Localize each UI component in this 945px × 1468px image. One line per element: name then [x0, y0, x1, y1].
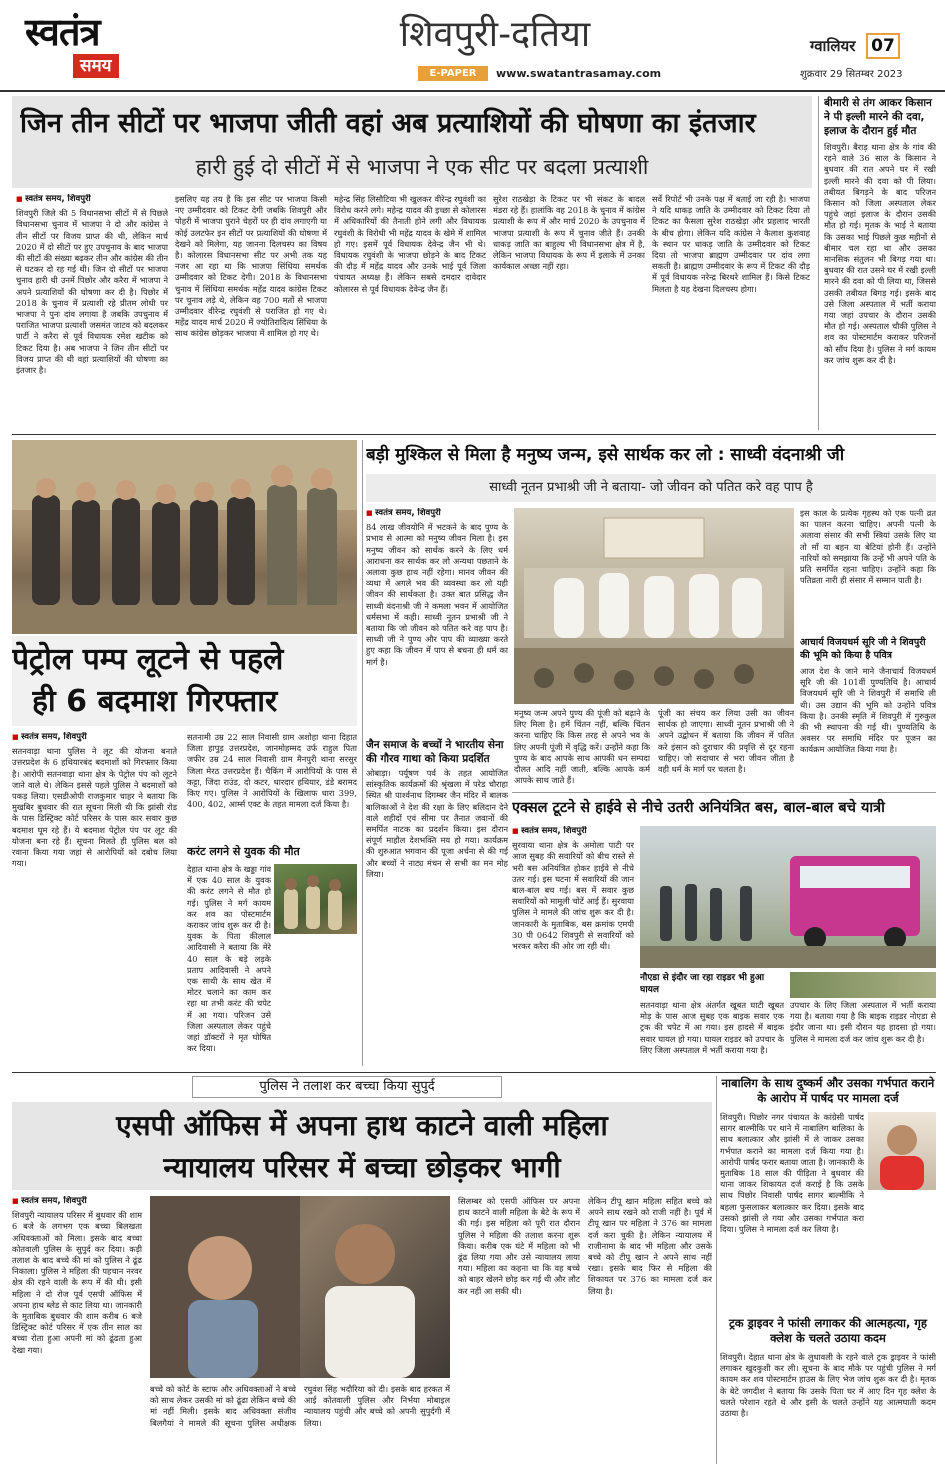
- sadhvi-col1-text: 84 लाख जीवयोनि में भटकने के बाद पुण्य के प्रभाव से आत्मा को मनुष्य जीवन मिला है। इस मनुष्य जीवन को सार्थक करने के लिए धर्म आराधना कर सार्थक कर लो अन्यथा पछताने के अलावा कुछ हाथ नहीं रहेगा। मानव जीवन की व्यथा में अगले भव की व्यवस्था कर लो यही जीवन की सार्थकता है। उक्त बात प्रसिद्ध जैन साध्वी वंदनाश्री जी ने कमला भवन में आयोजित धर्मसभा में कही। साध्वी नूतन प्रभाश्री जी ने बताया कि जो जीवन को पतित करे वह पाप है। साध्वी जी ने पुण्य और पाप की व्याख्या करते हुए कहा कि जीवन में पाप से बचना ही धर्म का मार्ग है।: [366, 522, 508, 667]
- newspaper-logo: [25, 9, 160, 84]
- section-divider-2: [12, 1072, 936, 1073]
- lead-story: [12, 96, 812, 428]
- page-number-badge: [866, 33, 900, 59]
- petrol-byline: ■ स्वतंत्र समय, शिवपुरी: [12, 732, 177, 743]
- sadhvi-column-2: मनुष्य जन्म अपने पुण्य की पूंजी को बढ़ाने के लिए मिला है। हमें चिंतन नहीं, बल्कि चिंतन करना चाहिए कि किस तरह से अपने भव के लिए अपनी पूंजी में वृद्धि करें। उन्होंने कहा कि पुण्य के बाद आपके साथ आपकी धन सम्पदा दौलत आदि नहीं जाती, बल्कि आपके कर्म आपके साथ जाते हैं।: [514, 708, 650, 786]
- petrol-column-2: सतनामी उम्र 22 साल निवासी ग्राम अशोहा थाना दिहात जिला हापुड़ उत्तरप्रदेश, जानमोहम्मद उर्फ राहुल पिता जफीर उम्र 24 साल निवासी ग्राम मैनपुरी थाना सरसुर जिला मेरठ उत्तरप्रदेश हैं। चैकिंग में आरोपियों के पास से कट्टा, जिंदा राउंड, दो कटर, धारदार हथियार, डंडे बरामद किए गए। पुलिस ने आरोपियों के खिलाफ धारा 399, 400, 402, आर्म्स एक्ट के तहत मामला दर्ज किया है।: [187, 732, 357, 810]
- issue-date: शुक्रवार 29 सितम्बर 2023: [800, 69, 903, 80]
- bus-photo: [640, 826, 936, 968]
- parshad-story: [720, 1076, 936, 1464]
- lead-column-3: महेन्द्र सिंह लिसौटिया भी खुलकर वीरेन्द्र रघुवंशी का विरोध करने लगे। महेन्द्र यादव की इच्छा से कोलारस में अधिकारियों की तैनाती होने लगी और विधायक रघुवंशी के विरोधी भी महेंद्र यादव के खेमे में शामिल हो गए। इसमें पूर्व विधायक देवेन्द्र जैन भी थे। विधायक रघुवंशी के भाजपा छोड़ने के बाद टिकट की दौड़ में महेंद्र यादव और उनके भाई पूर्व जिला पंचायत अध्यक्ष हैं। लेकिन सबसे दमदार दावेदार कोलारस से पूर्व विधायक देवेन्द्र जैन हैं।: [334, 194, 486, 294]
- arrest-photo-figures: [12, 440, 357, 634]
- farmer-story: [824, 96, 936, 430]
- bus-story: [512, 796, 936, 1068]
- sp-byline: ■ स्वतंत्र समय, शिवपुरी: [12, 1196, 142, 1207]
- sp-office-story: [12, 1076, 712, 1464]
- petrol-story: [12, 440, 357, 1068]
- petrol-headline-line1: पेट्रोल पम्प लूटने से पहले: [12, 642, 284, 677]
- farmer-text: शिवपुरी। बैराड़ थाना क्षेत्र के गांव की रहने वाले 36 साल के किसान ने बुधवार की रात अपने घर में रखी इल्ली मारने की दवा को पी लिया। तबीयत बिगड़ने के बाद परिजन किसान को जिला अस्पताल लेकर पहुंचे जहां इलाज के दौरान उसकी मौत हो गई। मृतक के भाई ने बताया कि उसका भाई पिछले कुछ महीनों से बीमार चल रहा था और उसका मानसिक संतुलन भी बिगड़ गया था। बुधवार की रात उसने घर में रखी इल्ली मारने की दवा को पी लिया था, जिससे उसकी तबीयत बिगड़ गई। इसके बाद उसे जिला अस्पताल में भर्ती कराया गया जहां उपचार के दौरान उसकी मौत हो गई। अस्पताल चौकी पुलिस ने शव का पोस्टमार्टम कराकर परिजनों को सौंप दिया है। पुलिस ने मर्ग कायम कर जांच शुरू कर दी है।: [824, 142, 936, 365]
- lead-column-5: सर्वे रिपोर्ट भी उनके पक्ष में बताई जा रही है। भाजपा ने यदि धाकड़ जाति के उम्मीदवार को टिकट दिया तो टिकट का फैसला सुरेश राठखेड़ा और प्रहलाद भारती के बीच होगा। लेकिन यदि कांग्रेस ने कैलाश कुशवाह के स्थान पर धाकड़ जाति के उम्मीदवार को टिकट दिया तो भाजपा ब्राह्मण उम्मीदवार पर दांव लगा सकती है। ब्राह्मण उम्मीदवार के रूप में टिकट की दौड़ में पूर्व विधायक नरेन्द्र बिरथरे शामिल हैं। किसे टिकट मिलता है यह देखना दिलचस्प होगा।: [652, 194, 810, 294]
- city-label: ग्वालियर: [810, 37, 856, 55]
- current-death-headline: करंट लगने से युवक की मौत: [187, 845, 300, 858]
- sadhvi-column-1: [366, 508, 508, 734]
- lead-byline: ■ स्वतंत्र समय, शिवपुरी: [16, 194, 168, 205]
- logo-top-text: स्वतंत्र: [25, 9, 100, 54]
- epaper-label: E-PAPER: [429, 68, 477, 79]
- vijaydharm-text: आज देश के जाने माने जैनाचार्य विजयधर्म सूरि जी की 101वीं पुण्यतिथि है। आचार्य विजयधर्म सूरि जी ने शिवपुरी में समाधि ली थी। उस उद्यान की भूमि को उन्होंने पवित्र किया है। उनकी स्मृति में शिवपुरी में गुरुकुल की भी स्थापना की गई थी। पुण्यतिथि के अवसर पर समाधि मंदिर पर पूजन का कार्यक्रम आयोजित किया गया है।: [800, 666, 936, 755]
- epaper-badge: [418, 66, 488, 81]
- masthead-divider: [0, 90, 945, 92]
- farmer-headline: बीमारी से तंग आकर किसान ने पी इल्ली मारने की दवा, इलाज के दौरान हुई मौत: [824, 97, 932, 137]
- lead-subhead: हारी हुई दो सीटों में से भाजपा ने एक सीट पर बदला प्रत्याशी: [195, 155, 649, 179]
- website-link[interactable]: www.swatantrasamay.com: [496, 67, 662, 80]
- child-photo: [150, 1196, 450, 1378]
- bus-byline: ■ स्वतंत्र समय, शिवपुरी: [512, 826, 634, 837]
- petrol-headline-line2: ही 6 बदमाश गिरफ्तार: [32, 684, 278, 719]
- parshad-text: शिवपुरी। पिछोर नगर पंचायत के कांग्रेसी पार्षद सागर बाल्मीकि पर थाने में नाबालिग बालिका के साथ बलात्कार और झांसी में ले जाकर उसका गर्भपात कराने का मामला दर्ज किया गया है। आरोपी पार्षद फरार बताया जाता है। जानकारी के मुताबिक 18 साल की पीड़िता ने बुधवार की थाना जाकर शिकायत दर्ज कराई है कि उसके साथ पिछोर निवासी पार्षद सागर बाल्मीकि ने बहला फुसलाकर बलात्कार कर दिया। इसके बाद उसको झांसी ले गया और उसका गर्भपात करा दिया। पुलिस ने मामला दर्ज कर लिया है।: [720, 1112, 864, 1235]
- sp-col1-text: शिवपुरी न्यायालय परिसर में बुधवार की शाम 6 बजे के लगभग एक बच्चा बिलखता अधिवक्ताओं को मिला। इसके बाद बच्चा कोतवाली पुलिस के सुपुर्द कर दिया। कड़ी तलाश के बाद बच्चे की मां को पुलिस ने ढूंढ निकाला। पुलिस ने महिला की पहचान नरवर क्षेत्र की रहने वाली के रूप में की थी। इसी महिला ने दो रोज पूर्व एसपी ऑफिस में अपना हाथ ब्लेड से काट लिया था। जानकारी के मुताबिक बुधवार की शाम करीब 6 बजे डिस्ट्रिक्ट कोर्ट परिसर में एक तीन साल का बच्चा रोता हुआ अपनी मां को ढूंढता हुआ देखा गया।: [12, 1210, 142, 1355]
- logo-bottom-badge: [73, 54, 119, 78]
- sp-headline-line2: न्यायालय परिसर में बच्चा छोड़कर भागी: [163, 1151, 561, 1184]
- sp-column-1: [12, 1196, 142, 1462]
- logo-bottom-text: समय: [80, 56, 112, 76]
- section-title: शिवपुरी-दतिया: [399, 14, 591, 55]
- jain-children-text: ओबाड़ा। पर्यूषण पर्व के तहत आयोजित सांस्कृतिक कार्यक्रमों की श्रृंखला में परेड चौराहा स्थित श्री पार्श्वनाथ दिगम्बर जैन मंदिर में बालक बालिकाओं ने देश की रक्षा के लिए बलिदान देने वाले शहीदों एवं सीमा पर तैनात जवानों की समर्पित नाटक का प्रदर्शन किया। इस दौरान संपूर्ण माहौल देशभक्ति मय हो गया। कार्यक्रम की शुरुआत भगवान की पूजा अर्चना से की गई और बच्चों ने नाट्य मंचन से सभी का मन मोह लिया।: [366, 768, 508, 879]
- parshad-photo: [868, 1112, 936, 1190]
- masthead: [0, 0, 945, 92]
- rider-photo: [790, 972, 936, 998]
- rider-caption: नौएडा से इंदौर जा रहा राइडर भी हुआ घायल: [640, 973, 765, 995]
- sadhvi-photo-figures: [514, 508, 794, 704]
- truck-headline: ट्रक ड्राइवर ने फांसी लगाकर की आत्महत्या, गृह क्लेश के चलते उठाया कदम: [728, 1316, 927, 1345]
- sadhvi-photo: [514, 508, 794, 704]
- child-photo-caption: बच्चे को कोर्ट के स्टाफ और अधिवक्ताओं ने बच्चे को साथ लेकर उसकी मां को ढूंढा लेकिन बच्चे की मां नहीं मिली। इसके बाद अधिवक्ता संजीव बिलगैयां ने मामले की सूचना पुलिस अधीक्षक रघुवंश सिंह भदौरिया को दी। इसके बाद हरकत में आई कोतवाली पुलिस और निर्भया मोबाइल न्यायालय पहुंची और बच्चे को अपनी सुपुर्दगी में लिया।: [150, 1384, 450, 1428]
- child-photo-figures: [150, 1196, 450, 1378]
- sadhvi-subhead: साध्वी नूतन प्रभाश्री जी ने बताया- जो जीवन को पतित करे वह पाप है: [489, 480, 813, 495]
- bus-divider: [512, 792, 936, 793]
- bus-text: सुरवाया थाना क्षेत्र के अमोला पाटी पर आज सुबह की सवारियों को बीच रास्ते से भरी बस अनियंत्रित होकर हाईवे से नीचे उतर गई। इस घटना में सवारियों की जान बाल-बाल बच गई। बस में सवार कुछ सवारियों को मामूली चोटें आई हैं। सुरवाया पुलिस ने मामले की जांच शुरू कर दी है। जानकारी के मुताबिक, बस क्रमांक एमपी 30 पी 0642 शिवपुरी से सवारियों को भरकर करैरा की ओर जा रही थी।: [512, 840, 634, 952]
- page-number: 07: [871, 36, 895, 56]
- parshad-photo-figure: [868, 1112, 936, 1190]
- bus-photo-figures: [640, 826, 936, 968]
- petrol-col1-text: सतनवाड़ा थाना पुलिस ने लूट की योजना बनाते उत्तरप्रदेश के 6 हथियारबंद बदमाशों को गिरफ्तार किया है। आरोपी सतनवाड़ा थाना क्षेत्र के पेट्रोल पंप को लूटने जाने वाले थे। लेकिन इससे पहले पुलिस ने बदमाशों को पकड़ लिया। एसडीओपी राजकुमार चाहर ने बताया कि मुखबिर बुधवार की रात सूचना मिली थी कि झांसी रोड के पास डिस्ट्रिक्ट कोर्ट परिसर के पास कार सवार कुछ बदमाश घूम रहे हैं। ये बदमाश पेट्रोल पंप पर लूट की योजना बना रहे हैं। सूचना मिलते ही पुलिस बल को रवाना किया गया जहां से आरोपियों को दबोच लिया गया।: [12, 746, 177, 869]
- right-column-divider: [818, 96, 819, 430]
- bus-column-1: [512, 826, 634, 966]
- current-death-text: देहात थाना क्षेत्र के खड्डा गांव में एक 40 साल के युवक की करंट लगने से मौत हो गई। पुलिस ने मर्ग कायम कर शव का पोस्टमार्टम कराकर जांच शुरू कर दी है। युवक के पिता कीलाल आदिवासी ने बताया कि मेरे 40 साल के बड़े लड़के प्रताप आदिवासी ने अपने एक साथी के साथ खेत में मोटर चलाने का काम कर रहा था तभी करंट की चपेट में आ गया। परिजन उसे जिला अस्पताल लेकर पहुंचे जहां डॉक्टरों ने मृत घोषित कर दिया।: [187, 864, 271, 1054]
- lead-column-1: [16, 194, 168, 426]
- bus-column-3: उपचार के लिए जिला अस्पताल में भर्ती कराया गया है। बताया गया है कि बाइक राइडर नोएडा से इंदौर जाना था। इसी दौरान यह हादसा हो गया। पुलिस ने मामला दर्ज कर जांच शुरू कर दी है।: [790, 1000, 936, 1044]
- bus-headline: एक्सल टूटने से हाईवे से नीचे उतरी अनियंत्रित बस, बाल-बाल बचे यात्री: [512, 800, 885, 816]
- arrest-photo: [12, 440, 357, 634]
- section-divider-1: [12, 434, 936, 435]
- sp-kicker: पुलिस ने तलाश कर बच्चा किया सुपुर्द: [259, 1079, 435, 1094]
- truck-text: शिवपुरी। देहात थाना क्षेत्र के लुधावली के रहने वाले ट्रक ड्राइवर ने फांसी लगाकर खुदकुशी कर ली। सूचना के बाद मौके पर पहुंची पुलिस ने मर्ग कायम कर शव पोस्टमार्टम हाउस के लिए भेज जांच शुरू कर दी है। मृतक के बेटे जगदीश ने बताया कि उसके पिता घर में आए दिन गृह क्लेश के चलते परेशान रहते थे और इसी के चलते उन्होंने यह आत्मघाती कदम उठाया है।: [720, 1352, 936, 1419]
- mid-divider: [362, 440, 363, 1066]
- current-death-photo-figures: [274, 864, 357, 934]
- bottom-right-divider: [716, 1076, 717, 1464]
- bus-column-2: सतनवाड़ा थाना क्षेत्र अंतर्गत खूबत घाटी खूबत मोड़ के पास आज सुबह एक बाइक सवार एक ट्रक की चपेट में आ गया। इस हादसे में बाइक सवार घायल हो गया। घायल राइडर को उपचार के लिए जिला अस्पताल में भर्ती कराया गया है।: [640, 1000, 784, 1055]
- sadhvi-headline: बड़ी मुश्किल से मिला है मनुष्य जन्म, इसे सार्थक कर लो : साध्वी वंदनाश्री जी: [366, 445, 845, 465]
- petrol-column-1: [12, 732, 177, 1066]
- lead-column-4: सुरेश राठखेड़ा के टिकट पर भी संकट के बादल मंडरा रहे हैं। हालांकि वह 2018 के चुनाव में कांग्रेस प्रत्याशी के रूप में और मार्च 2020 के उपचुनाव में भाजपा प्रत्याशी के रूप में चुनाव जीते हैं। उनकी धाकड़ जाति का बाहुल्य भी विधानसभा क्षेत्र में है, लेकिन भाजपा विधायक के रूप में इलाके में उनका कार्यकाल अच्छा नहीं रहा।: [493, 194, 645, 272]
- vijaydharm-heading: आचार्य विजयधर्म सूरि जी ने शिवपुरी की भूमि को किया है पवित्र: [800, 637, 926, 661]
- jain-children-heading: जैन समाज के बच्चों ने भारतीय सेना की गौरव गाथा को किया प्रदर्शित: [366, 739, 504, 765]
- sp-headline-line1: एसपी ऑफिस में अपना हाथ काटने वाली महिला: [116, 1109, 608, 1142]
- lead-headline: जिन तीन सीटों पर भाजपा जीती वहां अब प्रत्याशियों की घोषणा का इंतजार: [20, 108, 756, 139]
- sadhvi-column-3: पूंजी का संचय कर लिया उसी का जीवन सार्थक हो जाएगा। साध्वी नूतन प्रभाश्री जी ने अपने उद्बोधन में बताया कि जीवन में पतित करे इंसान को दुराचार की प्रवृत्ति से दूर रहना चाहिए। जो सदाचार से भरा जीवन जीता है वही धर्म के मार्ग पर चलता है।: [658, 708, 794, 775]
- sp-column-4: लेकिन टीपू खान महिला सहित बच्चे को अपने साथ रखने को राजी नहीं है। पूर्व में टीपू खान पर महिला ने 376 का मामला दर्ज करा चुकी है। लेकिन न्यायालय में राजीनामा के बाद भी महिला और उसके बच्चे को टीपू खान ने अपने साथ नहीं रखा। इसके बाद फिर से महिला की शिकायत पर 376 का मामला दर्ज कर लिया है।: [588, 1196, 712, 1296]
- lead-column-2: इसलिए यह तय है कि इस सीट पर भाजपा किसी नए उम्मीदवार को टिकट देगी जबकि शिवपुरी और पोहरी में भाजपा पुराने चेहरों पर ही दांव लगाएगी या कोई उलटफेर इन सीटों पर प्रत्याशियों की घोषणा में देखने को मिलेगा, यह जानना दिलचस्प का विषय है। कोलारस विधानसभा सीट पर अभी तक यह नजर आ रहा था कि भाजपा सिंधिया समर्थक उम्मीदवार को टिकट देगी। 2018 के विधानसभा चुनाव में सिंधिया समर्थक महेंद्र यादव कांग्रेस टिकट पर चुनाव लड़े थे, लेकिन वह 700 मतों से भाजपा उम्मीदवार वीरेन्द्र रघुवंशी से पराजित हो गए थे। महेंद्र यादव मार्च 2020 में ज्योतिरादित्य सिंधिया के साथ कांग्रेस छोड़कर भाजपा में शामिल हो गए थे।: [175, 194, 327, 339]
- sadhvi-byline: ■ स्वतंत्र समय, शिवपुरी: [366, 508, 508, 519]
- sp-column-3: सिलम्बर को एसपी ऑफिस पर अपना हाथ काटने वाली महिला के बेटे के रूप में की गई। इस महिला को पूरी रात दौरान पुलिस ने महिला की तलाश करना शुरू किया। करीब एक घंटे में महिला को भी ढूंढ लिया गया और उसे न्यायालय लाया गया। महिला का कहना था कि वह बच्चे को बाहर खेलने छोड़ कर गई थी और लौट कर नहीं आ सकी थी।: [458, 1196, 580, 1296]
- parshad-headline: नाबालिग के साथ दुष्कर्म और उसका गर्भपात कराने के आरोप में पार्षद पर मामला दर्ज: [721, 1076, 935, 1105]
- current-death-photo: [274, 864, 357, 934]
- sadhvi-column-4: इस काल के प्रत्येक गृहस्थ को एक पत्नी व्रत का पालन करना चाहिए। अपनी पत्नी के अलावा संसार की सभी स्त्रियां उसके लिए या तो माँ या बहन या बेटियां होनी हैं। उन्होंने नारियों को समझाया कि उन्हें भी अपने पति के प्रति समर्पित रहना चाहिए। उन्होंने कहा कि पतिव्रता नारी ही संसार में सम्मान पाती है।: [800, 508, 936, 586]
- lead-col1-text: शिवपुरी जिले की 5 विधानसभा सीटों में से पिछले विधानसभा चुनाव में भाजपा ने दो और कांग्रेस ने तीन सीटों पर विजय प्राप्त की थी, लेकिन मार्च 2020 में दो सीटों पर हुए उपचुनाव के बाद भाजपा की सीटों की संख्या बढ़कर तीन और कांग्रेस की तीन से घटकर दो रह गई थी। जिन दो सीटों पर भाजपा चुनाव हारी थी उनमें पिछोर और करैरा में भाजपा ने अपने प्रत्याशियों की घोषणा कर दी है। पिछोर में 2018 के चुनाव में प्रत्याशी रहे प्रीतम लोधी पर भाजपा ने पुनः दांव लगाया है जबकि उपचुनाव में पराजित भाजपा प्रत्याशी जसमंत जाटव को बदलकर पार्टी ने करैरा से पूर्व विधायक रमेश खटीक को टिकट दिया है। अब भाजपा ने जिन तीन सीटों पर विजय प्राप्त की थी वहां प्रत्याशियों की घोषणा का इंतजार है।: [16, 208, 168, 376]
